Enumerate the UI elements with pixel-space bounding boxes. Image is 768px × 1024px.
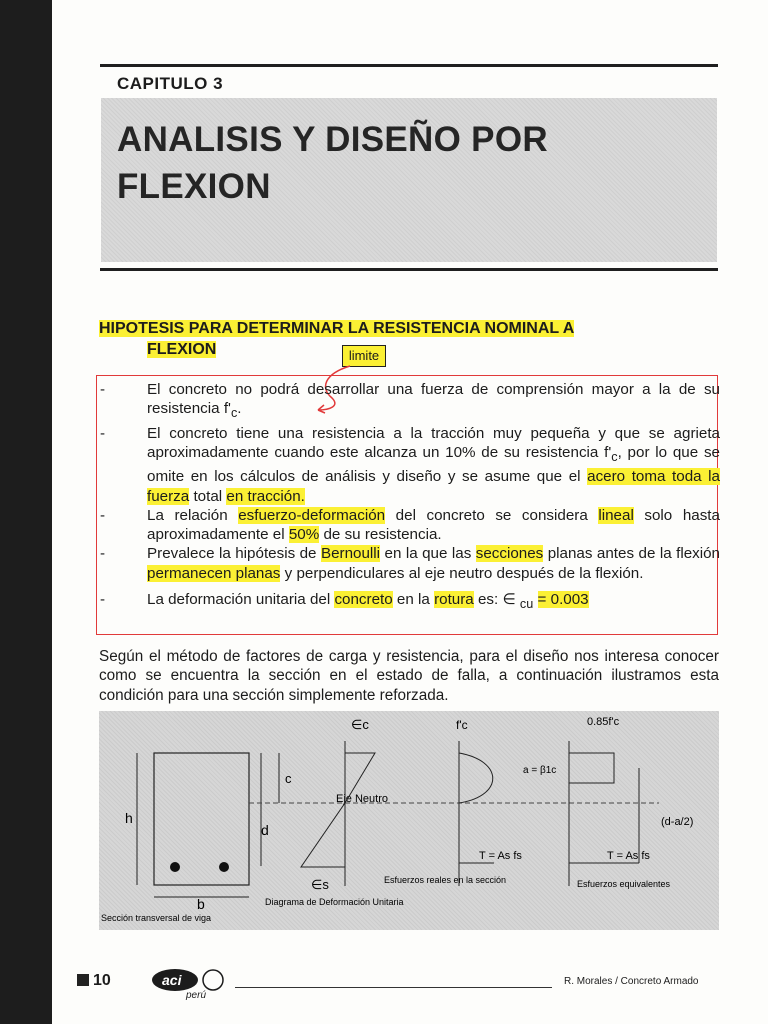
chapter-title-line2: FLEXION xyxy=(117,167,271,206)
list-dash: - xyxy=(100,424,106,442)
caption-real-stress: Esfuerzos reales en la sección xyxy=(384,875,507,885)
highlight: concreto xyxy=(334,591,393,609)
hyp-text: La deformación unitaria del xyxy=(147,591,335,609)
hyp-text: de su resistencia. xyxy=(319,526,442,544)
beam-section xyxy=(154,753,249,885)
logo-peru: perú xyxy=(186,990,207,1000)
hypothesis-item-3 xyxy=(100,506,720,545)
list-dash: - xyxy=(100,381,106,398)
body-paragraph: Según el método de factores de carga y resistencia, para el diseño nos interesa conocer como se encuentra la sección en el estado de falla, a continuación ilustramos esta condición para una sección simplemente reforzada. xyxy=(99,648,719,704)
label-0.85fc: 0.85f'c xyxy=(587,716,620,728)
list-dash: - xyxy=(100,545,106,563)
highlight: permanecen planas xyxy=(147,564,281,582)
chapter-title-line1: ANALISIS Y DISEÑO POR xyxy=(117,120,548,159)
highlight: = 0.003 xyxy=(537,591,589,609)
title-bottom-rule xyxy=(100,268,718,271)
hyp-text: en la que las xyxy=(380,545,476,563)
hyp-sub: cu xyxy=(519,597,534,612)
caption-equivalent: Esfuerzos equivalentes xyxy=(577,879,671,889)
rebar-left xyxy=(170,862,180,872)
hypothesis-item-4 xyxy=(100,544,720,583)
stress-block xyxy=(569,753,614,783)
footer-line xyxy=(235,987,552,988)
highlight: lineal xyxy=(598,506,634,524)
highlight: acero toma toda la fuerza xyxy=(147,468,720,505)
caption-cross-section: Sección transversal de viga xyxy=(101,913,212,923)
label-c: c xyxy=(285,771,292,786)
label-b: b xyxy=(197,896,205,912)
hyp-text: solo hasta aproximadamente el xyxy=(147,506,720,544)
chapter-label: CAPITULO 3 xyxy=(117,74,224,93)
section-heading-line2: FLEXION xyxy=(147,341,217,358)
top-rule xyxy=(100,64,718,67)
label-fc: f'c xyxy=(456,718,468,732)
hyp-text: del concreto se considera xyxy=(385,506,599,524)
label-eps-s: ∈s xyxy=(311,877,329,892)
label-lever-arm: (d-a/2) xyxy=(661,816,694,828)
section-heading-line1: HIPOTESIS PARA DETERMINAR LA RESISTENCIA NOMINAL A xyxy=(99,320,575,337)
flexure-figure xyxy=(99,711,719,930)
hyp-sub: c xyxy=(611,449,618,464)
label-T1: T = As fs xyxy=(479,850,522,862)
label-d: d xyxy=(261,822,269,838)
label-neutral-axis: Eje Neutro xyxy=(336,793,388,805)
highlight: Bernoulli xyxy=(320,545,381,563)
logo-aci: aci xyxy=(162,972,182,988)
hyp-text: La relación xyxy=(147,506,239,524)
highlight: 50% xyxy=(288,526,320,544)
hypothesis-item-2 xyxy=(100,424,720,506)
hypotheses-list xyxy=(100,380,720,614)
chapter-title xyxy=(117,116,548,210)
label-h: h xyxy=(125,810,133,826)
hyp-text: en la xyxy=(392,591,435,609)
strain-tension xyxy=(301,803,345,867)
label-T2: T = As fs xyxy=(607,850,650,862)
hyp-text: , por lo que se omite en los cálculos de análisis y diseño y se asume que el xyxy=(147,443,720,486)
label-eps-c: ∈c xyxy=(351,717,369,732)
hyp-text: . xyxy=(237,400,242,418)
flexure-diagram xyxy=(99,711,719,930)
hyp-text: total xyxy=(189,487,227,505)
caption-strain-diagram: Diagrama de Deformación Unitaria xyxy=(265,897,404,907)
section-heading xyxy=(99,318,699,360)
label-a: a = β1c xyxy=(523,765,557,776)
list-dash: - xyxy=(100,506,106,524)
hyp-text: y perpendiculares al eje neutro después de la flexión. xyxy=(280,564,644,582)
highlight: esfuerzo-deformación xyxy=(238,506,386,524)
aci-peru-logo xyxy=(150,966,230,1000)
annotation-note: limite xyxy=(342,345,386,367)
footer-credit: R. Morales / Concreto Armado xyxy=(564,976,699,987)
hyp-text: es: ∈ xyxy=(473,591,520,609)
highlight: rotura xyxy=(434,591,474,609)
stress-curve xyxy=(459,753,493,803)
chapter-title-box xyxy=(101,98,717,262)
binding-spine xyxy=(0,0,52,1024)
hypothesis-item-1 xyxy=(100,380,720,424)
page-number xyxy=(77,972,111,990)
hypothesis-item-5 xyxy=(100,590,720,614)
list-dash: - xyxy=(100,591,106,609)
hyp-text: El concreto no podrá desarrollar una fuerza de comprensión mayor a la de su resistencia f' xyxy=(147,381,720,418)
page-number-text: 10 xyxy=(93,972,111,989)
highlight: en tracción. xyxy=(226,487,305,505)
hyp-text: planas antes de la flexión xyxy=(543,545,720,563)
logo-globe-icon xyxy=(203,970,223,990)
hyp-sub: c xyxy=(230,406,238,421)
hyp-text: El concreto tiene una resistencia a la tracción muy pequeña y que se agrieta aproximadamente cuando este alcanza un 10% de su resistencia f' xyxy=(147,424,720,461)
highlight: secciones xyxy=(475,545,544,563)
rebar-right xyxy=(219,862,229,872)
page-marker-icon xyxy=(77,974,89,986)
hyp-text: Prevalece la hipótesis de xyxy=(147,545,321,563)
